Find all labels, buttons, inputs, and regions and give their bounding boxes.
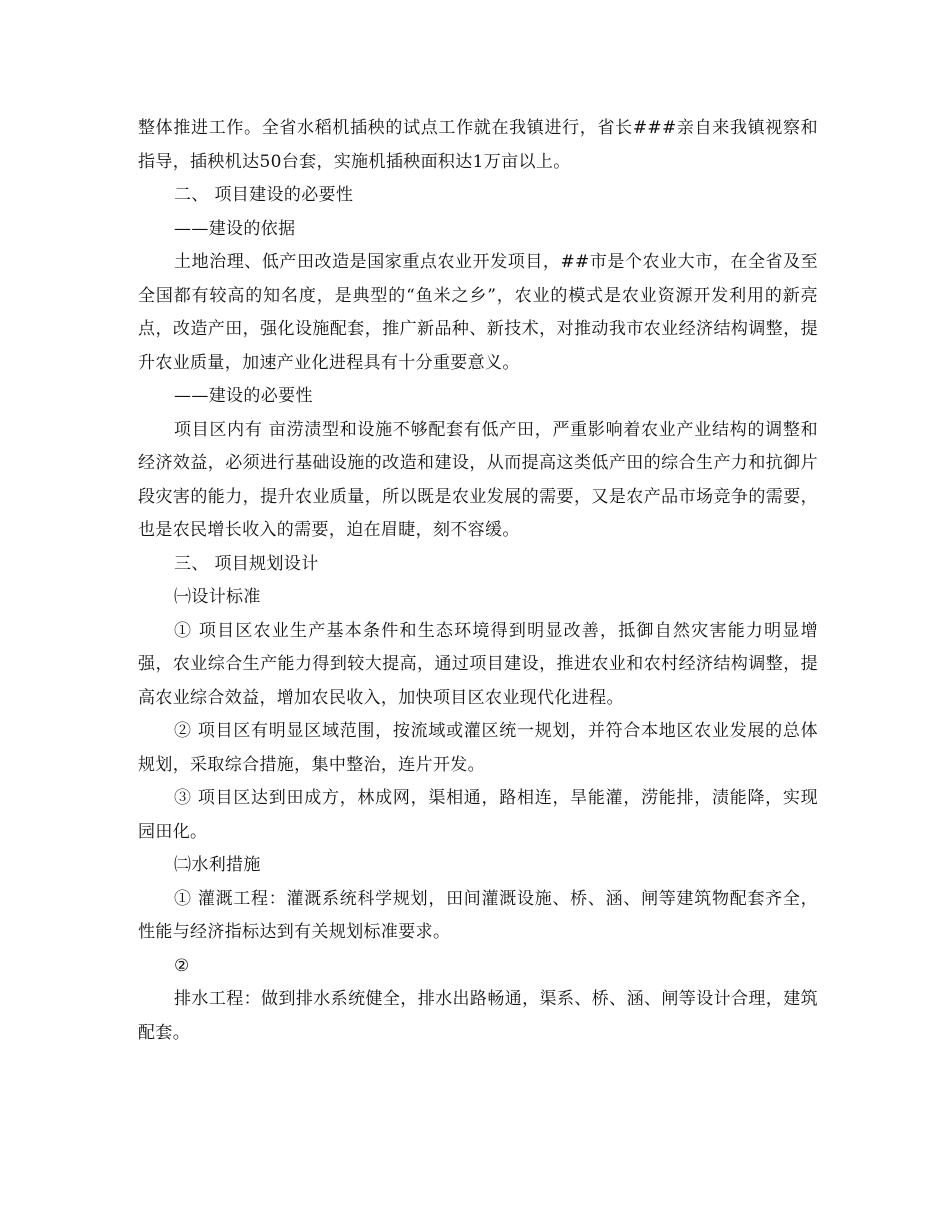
subheading-necessity: ——建设的必要性 [174,386,313,406]
list-item-marker-2: ② [174,955,190,976]
paragraph-necessity: 项目区内有 亩涝渍型和设施不够配套有低产田，严重影响着农业产业结构的调整和经济效益，必须进行基础设施的改造和建设，从而提高这类低产田的综合生产力和抗御片段灾害的能力，提升农业质量，所以既是农业发展的需要，又是农产品市场竞争的需要，也是农民增长收入的需要，迫在眉睫，刻不容缓。 [138,419,818,540]
paragraph-continuation: 整体推进工作。全省水稻机插秧的试点工作就在我镇进行，省长###亲自来我镇视察和指导，插秧机达50台套，实施机插秧面积达1万亩以上。 [138,118,818,172]
section-heading-planning: 三、 项目规划设计 [174,553,319,574]
paragraph-basis: 土地治理、低产田改造是国家重点农业开发项目，##市是个农业大市，在全省及至全国都有较高的知名度，是典型的“鱼米之乡”，农业的模式是农业资源开发利用的新亮点，改造产田，强化设施配套，推广新品种、新技术，对推动我市农业经济结构调整，提升农业质量，加速产业化进程具有十分重要意义。 [138,252,818,373]
list-item-standard-2: ② 项目区有明显区域范围，按流域或灌区统一规划，并符合本地区农业发展的总体规划，采取综合措施，集中整治，连片开发。 [138,721,818,775]
section-heading-necessity: 二、 项目建设的必要性 [174,185,354,205]
paragraph-drainage: 排水工程：做到排水系统健全，排水出路畅通，渠系、桥、涵、闸等设计合理，建筑配套。 [138,989,818,1043]
document-body [138,112,818,1050]
list-item-irrigation: ① 灌溉工程：灌溉系统科学规划，田间灌溉设施、桥、涵、闸等建筑物配套齐全，性能与经济指标达到有关规划标准要求。 [138,888,818,942]
list-item-standard-1: ① 项目区农业生产基本条件和生态环境得到明显改善，抵御自然灾害能力明显增强，农业综合生产能力得到较大提高，通过项目建设，推进农业和农村经济结构调整，提高农业综合效益，增加农民收入，加快项目区农业现代化进程。 [138,620,818,708]
subheading-water-measures: ㈡水利措施 [174,855,261,875]
subheading-design-standard: ㈠设计标准 [174,587,261,607]
subheading-basis: ——建设的依据 [174,218,296,239]
list-item-standard-3: ③ 项目区达到田成方，林成网，渠相通，路相连，旱能灌，涝能排，渍能降，实现园田化。 [138,788,818,842]
